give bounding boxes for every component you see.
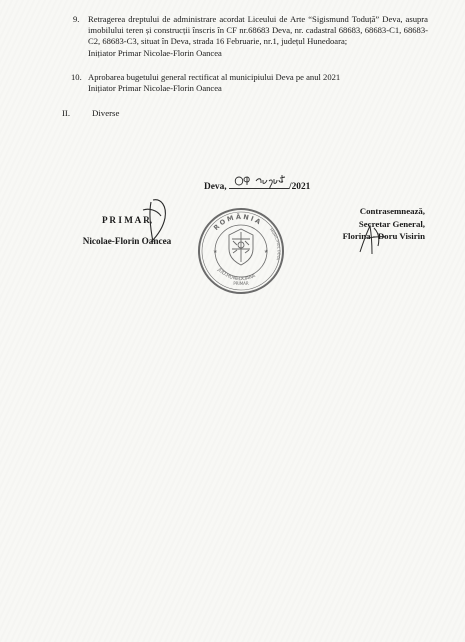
mayor-title: P R I M A R,: [101, 215, 153, 225]
section-number: II.: [62, 108, 71, 118]
handwritten-date: [229, 178, 289, 189]
date-year: /2021: [289, 182, 311, 192]
official-seal: [195, 205, 287, 297]
seal-sub-text: PRIMAR: [233, 281, 249, 286]
agenda-item-9: [73, 14, 428, 59]
item-text: Aprobarea bugetului general rectificat al municipiului Deva pe anul 2021: [88, 72, 341, 82]
signing-date: [204, 178, 310, 192]
handwritten-date-drawing: [229, 169, 291, 189]
secretary-handwritten-signature: [340, 222, 400, 262]
secretary-role: Secretar General,: [358, 218, 425, 229]
agenda-item-10: [71, 72, 428, 94]
countersign-label: Contrasemnează,: [359, 206, 425, 216]
seal-star-icon: ★: [213, 250, 218, 255]
date-place: Deva,: [204, 182, 227, 192]
coat-of-arms-icon: [229, 229, 253, 265]
section-label: Diverse: [92, 108, 120, 118]
seal-side-text: MUNICIPIUL DEVA: [268, 227, 281, 261]
mayor-handwritten-signature: [135, 196, 175, 251]
item-initiator: Inițiator Primar Nicolae-Florin Oancea: [88, 83, 222, 94]
mayor-name: Nicolae-Florin Oancea: [82, 236, 172, 246]
item-number: 10.: [71, 72, 82, 82]
item-text: Retragerea dreptului de administrare acordat Liceului de Arte “Sigismund Toduță” Deva, asupra imobilului teren și construcții înscris în CF nr.68683 Deva, nr. cadastral 68683, 68683-C1, 68683-C2, 68683-C3, situat în Deva, strada 16 Februarie, nr.1, județul Hunedoara;: [88, 14, 428, 47]
item-number: 9.: [73, 14, 80, 24]
secretary-name: Florina - Doru Visirin: [342, 231, 425, 241]
seal-top-text: ROMÂNIA: [212, 212, 264, 232]
seal-bottom-text: JUD.HUNEDOARA: [216, 267, 257, 283]
seal-star-icon: ★: [264, 250, 269, 255]
item-initiator: Inițiator Primar Nicolae-Florin Oancea: [88, 47, 222, 58]
